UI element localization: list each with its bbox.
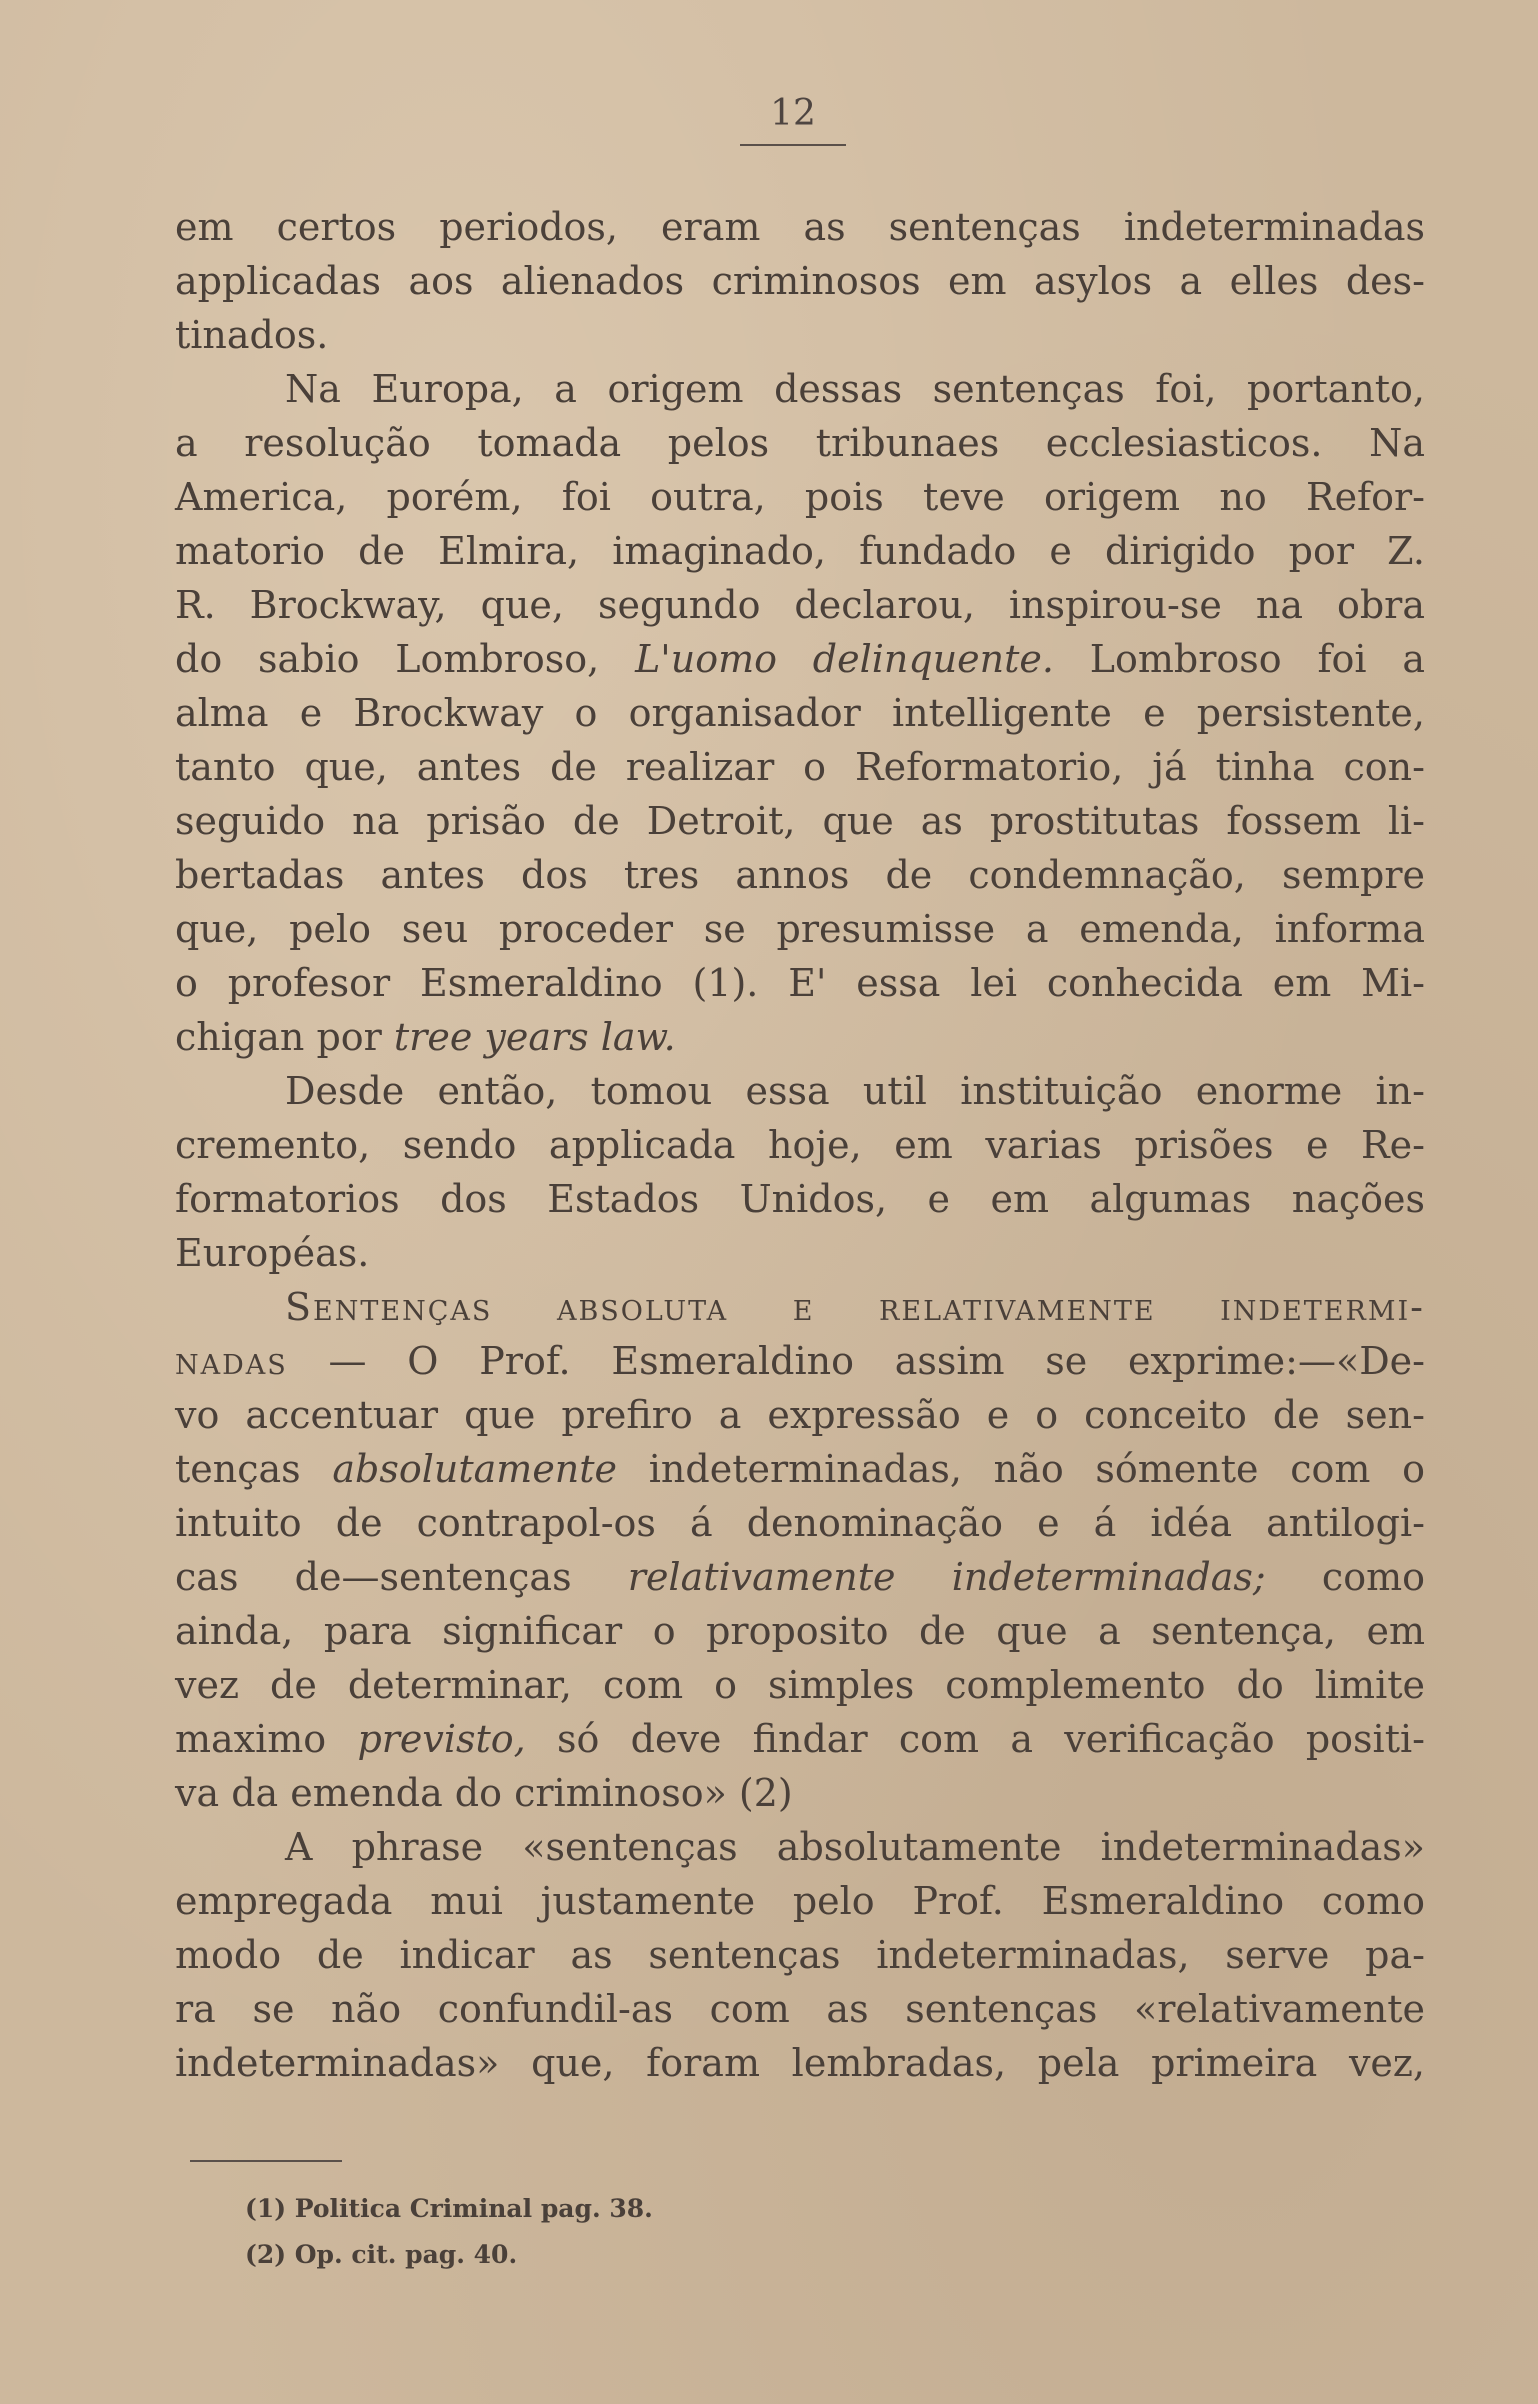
text-segment: do sabio Lombroso, bbox=[175, 637, 600, 681]
text-line: tinados. bbox=[175, 313, 329, 357]
italic-term: previsto, bbox=[357, 1717, 526, 1761]
text-line: va da emenda do criminoso» (2) bbox=[175, 1771, 793, 1815]
text-line: vez de determinar, com o simples complemento do limite bbox=[175, 1663, 1425, 1707]
text-line bbox=[175, 1712, 1425, 1766]
text-line bbox=[175, 1550, 1425, 1604]
italic-book-title: L'uomo delinquente. bbox=[635, 637, 1054, 681]
text-line bbox=[175, 1010, 1425, 1064]
page-number: 12 bbox=[770, 93, 816, 134]
text-segment: cas de—sentenças bbox=[175, 1555, 572, 1599]
text-line: matorio de Elmira, imaginado, fundado e dirigido por Z. bbox=[175, 529, 1425, 573]
text-segment: maximo bbox=[175, 1717, 327, 1761]
text-segment: Lombroso foi a bbox=[1089, 637, 1425, 681]
text-line bbox=[175, 1334, 1425, 1388]
text-line: que, pelo seu proceder se presumisse a emenda, informa bbox=[175, 907, 1425, 951]
text-line: R. Brockway, que, segundo declarou, inspirou-se na obra bbox=[175, 583, 1425, 627]
text-line: intuito de contrapol-os á denominação e á idéa antilogi- bbox=[175, 1501, 1425, 1545]
page-number-rule bbox=[740, 144, 846, 146]
footnote-1: (1) Politica Criminal pag. 38. bbox=[245, 2194, 653, 2223]
text-line: applicadas aos alienados criminosos em asylos a elles des- bbox=[175, 259, 1425, 303]
text-line: seguido na prisão de Detroit, que as prostitutas fossem li- bbox=[175, 799, 1425, 843]
italic-term: relativamente indeterminadas; bbox=[627, 1555, 1266, 1599]
paragraph-5 bbox=[175, 1820, 1425, 2090]
text-line: alma e Brockway o organisador intelligente e persistente, bbox=[175, 691, 1425, 735]
footnote-rule bbox=[190, 2160, 342, 2162]
text-segment: como bbox=[1321, 1555, 1425, 1599]
paragraph-3 bbox=[175, 1064, 1425, 1280]
text-line: cremento, sendo applicada hoje, em varias prisões e Re- bbox=[175, 1123, 1425, 1167]
text-segment: tenças bbox=[175, 1447, 301, 1491]
text-segment: chigan por bbox=[175, 1015, 382, 1059]
text-line: A phrase «sentenças absolutamente indeterminadas» bbox=[285, 1825, 1425, 1869]
text-line: Européas. bbox=[175, 1231, 370, 1275]
italic-term: absolutamente bbox=[332, 1447, 618, 1491]
text-line: modo de indicar as sentenças indeterminadas, serve pa- bbox=[175, 1933, 1425, 1977]
text-line: Desde então, tomou essa util instituição enorme in- bbox=[285, 1069, 1425, 1113]
text-line: bertadas antes dos tres annos de condemnação, sempre bbox=[175, 853, 1425, 897]
text-line: vo accentuar que prefiro a expressão e o conceito de sen- bbox=[175, 1393, 1425, 1437]
footnote-2: (2) Op. cit. pag. 40. bbox=[245, 2240, 518, 2269]
text-segment: indeterminadas, não sómente com o bbox=[648, 1447, 1425, 1491]
body-text bbox=[175, 200, 1425, 2090]
text-line: tanto que, antes de realizar o Reformatorio, já tinha con- bbox=[175, 745, 1425, 789]
text-segment: só deve findar com a verificação positi- bbox=[557, 1717, 1425, 1761]
text-line: a resolução tomada pelos tribunaes ecclesiasticos. Na bbox=[175, 421, 1425, 465]
paragraph-4 bbox=[175, 1280, 1425, 1820]
text-line: o profesor Esmeraldino (1). E' essa lei conhecida em Mi- bbox=[175, 961, 1425, 1005]
footnotes bbox=[245, 2186, 1145, 2278]
section-heading-end: nadas bbox=[175, 1339, 288, 1383]
text-line: indeterminadas» que, foram lembradas, pela primeira vez, bbox=[175, 2041, 1425, 2085]
text-line: formatorios dos Estados Unidos, e em algumas nações bbox=[175, 1177, 1425, 1221]
text-line: Na Europa, a origem dessas sentenças foi, portanto, bbox=[285, 367, 1425, 411]
text-segment: — O Prof. Esmeraldino assim se exprime:—«De- bbox=[328, 1339, 1425, 1383]
italic-law-name: tree years law. bbox=[393, 1015, 676, 1059]
text-line: empregada mui justamente pelo Prof. Esmeraldino como bbox=[175, 1879, 1425, 1923]
text-line: ra se não confundil-as com as sentenças «relativamente bbox=[175, 1987, 1425, 2031]
text-line: ainda, para significar o proposito de que a sentença, em bbox=[175, 1609, 1425, 1653]
text-line: em certos periodos, eram as sentenças indeterminadas bbox=[175, 205, 1425, 249]
text-line: America, porém, foi outra, pois teve origem no Refor- bbox=[175, 475, 1425, 519]
paragraph-1 bbox=[175, 200, 1425, 362]
text-line bbox=[175, 632, 1425, 686]
paragraph-2 bbox=[175, 362, 1425, 1064]
section-heading: Sentenças absoluta e relativamente indetermi- bbox=[285, 1285, 1425, 1329]
text-line bbox=[175, 1442, 1425, 1496]
